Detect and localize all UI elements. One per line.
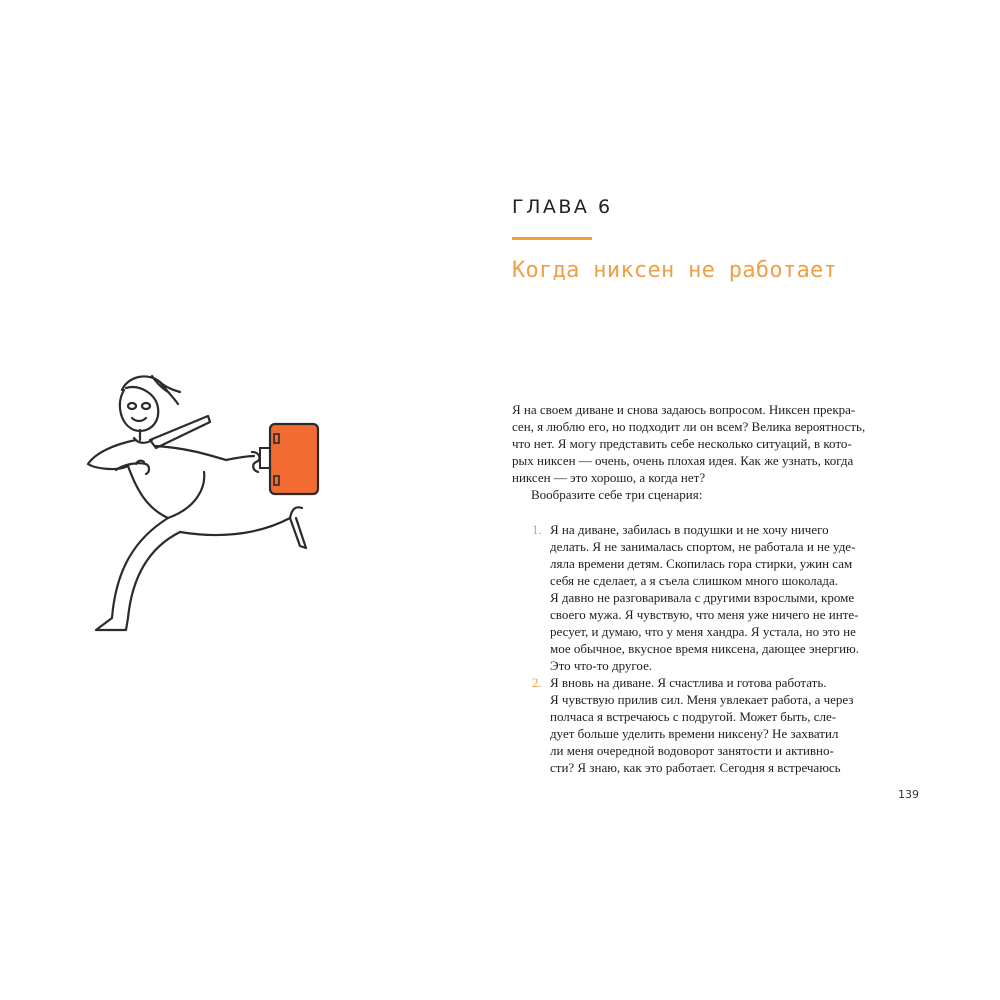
list-number: 1. xyxy=(532,522,542,537)
text-line: никсен — это хорошо, а когда нет? xyxy=(512,470,706,485)
text-line: Я на диване, забилась в подушки и не хочу ничего xyxy=(550,522,829,537)
chapter-label: ГЛАВА 6 xyxy=(512,196,613,218)
text-line: Я чувствую прилив сил. Меня увлекает работа, а через xyxy=(550,692,854,707)
text-line: полчаса я встречаюсь с подругой. Может быть, сле- xyxy=(550,709,837,724)
paragraph-intro xyxy=(512,401,890,486)
list-item xyxy=(512,674,890,776)
text-line: ляла времени детям. Скопилась гора стирки, ужин сам xyxy=(550,556,853,571)
paragraph-scenarios-intro: Вообразите себе три сценария: xyxy=(531,487,703,502)
chapter-divider xyxy=(512,237,592,240)
text-line: своего мужа. Я чувствую, что меня уже ничего не инте- xyxy=(550,607,859,622)
text-line: делать. Я не занималась спортом, не работала и не уде- xyxy=(550,539,856,554)
page-number: 139 xyxy=(898,788,919,801)
text-line: сти? Я знаю, как это работает. Сегодня я встречаюсь xyxy=(550,760,841,775)
text-line: ли меня очередной водоворот занятости и активно- xyxy=(550,743,834,758)
running-woman-with-briefcase-icon xyxy=(76,368,326,638)
text-line: мое обычное, вкусное время никсена, дающее энергию. xyxy=(550,641,860,656)
text-line: рых никсен — очень, очень плохая идея. Как же узнать, когда xyxy=(512,453,854,468)
text-line: Это что-то другое. xyxy=(550,658,653,673)
text-line: сен, я люблю его, но подходит ли он всем? Велика вероятность, xyxy=(512,419,866,434)
text-line: ресует, и думаю, что у меня хандра. Я устала, но это не xyxy=(550,624,856,639)
scenario-list xyxy=(512,521,890,776)
text-line: Я давно не разговаривала с другими взрослыми, кроме xyxy=(550,590,855,605)
chapter-title: Когда никсен не работает xyxy=(512,258,838,283)
text-line: Я вновь на диване. Я счастлива и готова работать. xyxy=(550,675,827,690)
text-line: что нет. Я могу представить себе несколько ситуаций, в кото- xyxy=(512,436,852,451)
list-item xyxy=(512,521,890,674)
text-line: Я на своем диване и снова задаюсь вопросом. Никсен прекра- xyxy=(512,402,856,417)
list-number: 2. xyxy=(532,675,542,690)
text-line: себя не сделает, а я съела слишком много шоколада. xyxy=(550,573,839,588)
body-text xyxy=(512,401,890,776)
text-line: дует больше уделить времени никсену? Не захватил xyxy=(550,726,839,741)
running-woman-illustration xyxy=(76,368,326,638)
